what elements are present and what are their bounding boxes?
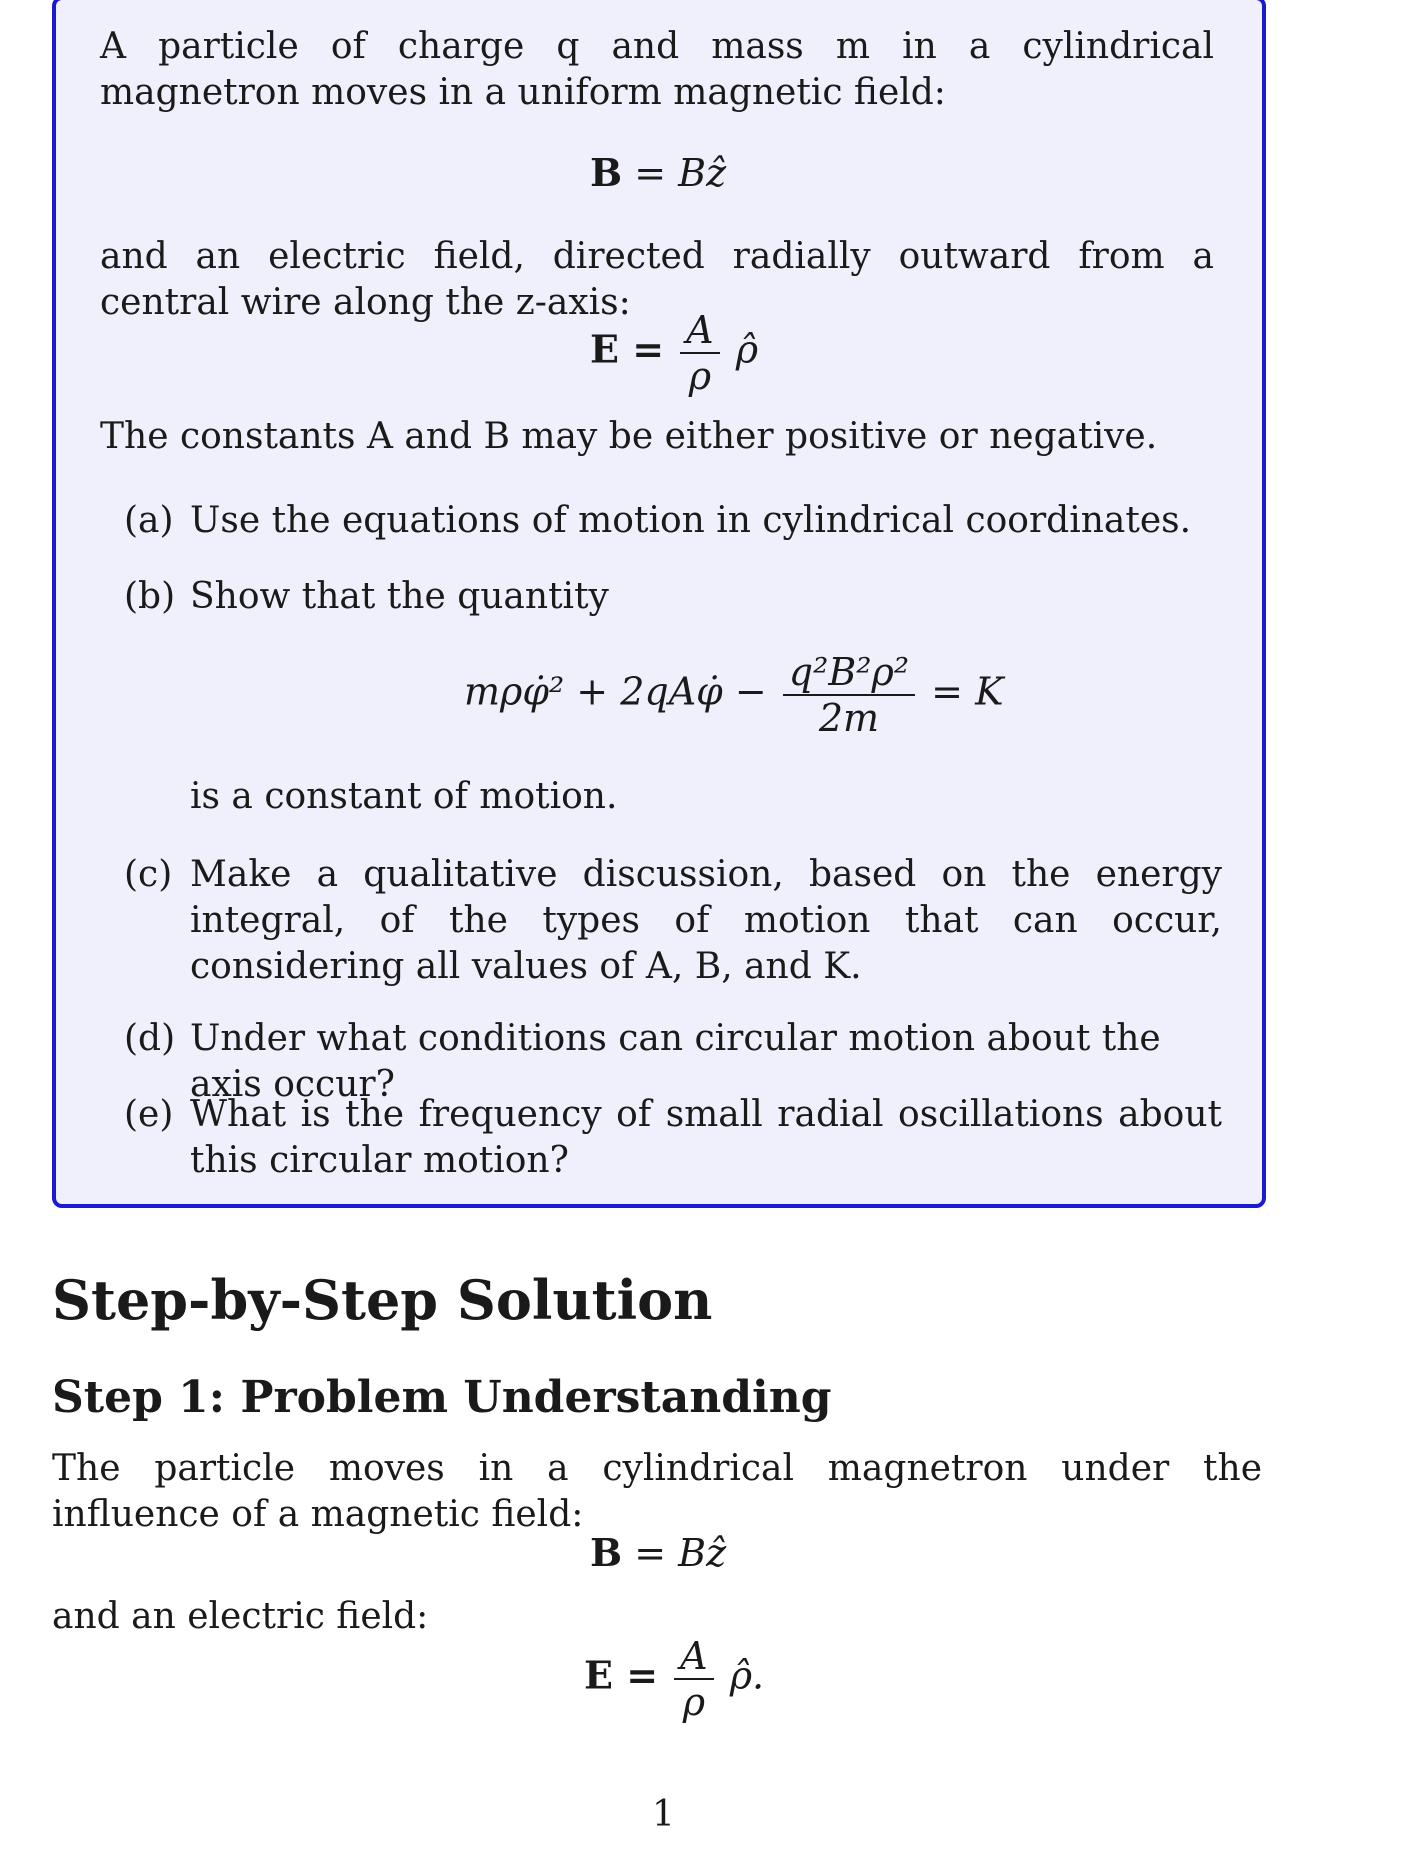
sol-eq-e-tail: ρ̂. xyxy=(729,1653,765,1698)
sol-eq-e-numerator: A xyxy=(674,1634,713,1680)
eq-e-tail: ρ̂ xyxy=(735,327,759,372)
equation-electric-field xyxy=(590,308,758,398)
electric-field-text: and an electric field: xyxy=(52,1596,429,1637)
eq-k-numerator: q²B²ρ² xyxy=(783,650,915,696)
problem-intro: A particle of charge q and mass m in a cylindrical magnetron moves in a uniform magnetic field: xyxy=(100,26,1214,113)
eq-k-denominator: 2m xyxy=(818,696,880,740)
list-text-d: Under what conditions can circular motion about the axis occur? xyxy=(190,1018,1161,1105)
constant-of-motion-text: is a constant of motion. xyxy=(190,776,618,817)
solution-equation-magnetic-field xyxy=(590,1530,726,1575)
list-text-a: Use the equations of motion in cylindrical coordinates. xyxy=(190,500,1192,541)
list-label-e: (e) xyxy=(124,1094,174,1135)
step1-title: Step 1: Problem Understanding xyxy=(52,1372,832,1423)
eq-e-numerator: A xyxy=(680,308,719,354)
list-label-c: (c) xyxy=(124,854,173,895)
eq-e-denominator: ρ xyxy=(688,354,712,398)
list-label-d: (d) xyxy=(124,1018,176,1059)
sol-eq-e-denominator: ρ xyxy=(682,1680,706,1724)
eq-b-rhs: = Bẑ xyxy=(634,151,727,195)
constants-note: The constants A and B may be either positive or negative. xyxy=(100,416,1158,457)
solution-equation-electric-field xyxy=(584,1634,764,1724)
sol-eq-b-rhs: = Bẑ xyxy=(634,1531,727,1575)
list-label-a: (a) xyxy=(124,500,174,541)
equation-constant-k xyxy=(464,650,1003,740)
eq-e-lhs: E = xyxy=(590,326,665,372)
equation-magnetic-field xyxy=(590,150,726,195)
eq-e-fraction xyxy=(680,308,719,398)
sol-eq-e-lhs: E = xyxy=(584,1652,659,1698)
list-label-b: (b) xyxy=(124,576,176,617)
eq-k-rhs: = K xyxy=(931,669,1004,714)
electric-intro: and an electric field, directed radially outward from a central wire along the z-axis: xyxy=(100,236,1214,323)
eq-k-fraction xyxy=(783,650,915,740)
list-text-e: What is the frequency of small radial oscillations about this circular motion? xyxy=(190,1094,1222,1181)
eq-b-lhs: B xyxy=(590,150,623,195)
sol-eq-b-lhs: B xyxy=(590,1530,623,1575)
page-number: 1 xyxy=(652,1794,675,1835)
solution-title: Step-by-Step Solution xyxy=(52,1268,713,1332)
sol-eq-e-fraction xyxy=(674,1634,713,1724)
list-text-b: Show that the quantity xyxy=(190,576,609,617)
eq-k-lhs: mρφ̇² + 2qAφ̇ − xyxy=(464,669,767,714)
list-text-c: Make a qualitative discussion, based on the energy integral, of the types of motion that can occur, considering all values of A, B, and K. xyxy=(190,854,1222,987)
step1-text: The particle moves in a cylindrical magnetron under the influence of a magnetic field: xyxy=(52,1448,1262,1535)
